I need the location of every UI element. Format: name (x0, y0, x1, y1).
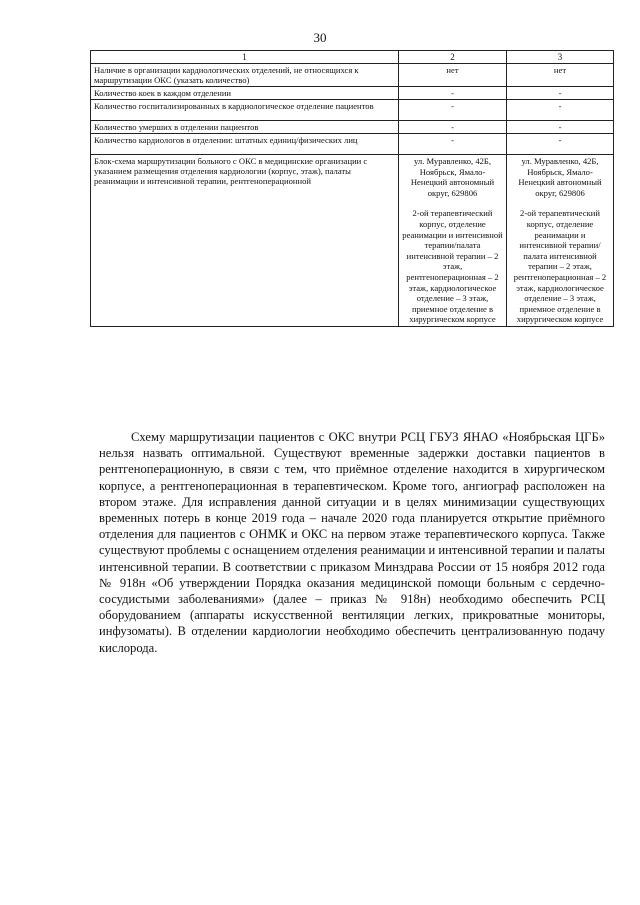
cell-value: - (399, 87, 507, 100)
row-label: Блок-схема маршрутизации больного с ОКС в медицинские организации с указанием размещения отделения кардиологии (корпус, этаж), палаты реанимации и интенсивной терапии, рентгеноперационной (91, 155, 399, 327)
body-text (99, 429, 605, 656)
address-text: ул. Муравленко, 42Б, Ноябрьск, Ямало-Ненецкий автономный округ, 629806 (410, 156, 495, 198)
cell-value: - (399, 100, 507, 121)
row-label: Наличие в организации кардиологических отделений, не относящихся к маршрутизации ОКС (указать количество) (91, 64, 399, 87)
cell-value: - (399, 134, 507, 155)
page-number: 30 (313, 30, 327, 45)
row-label: Количество госпитализированных в кардиологическое отделение пациентов (91, 100, 399, 121)
cell-value: - (507, 100, 614, 121)
row-label: Количество кардиологов в отделении: штатных единиц/физических лиц (91, 134, 399, 155)
cell-value (399, 155, 507, 327)
cell-value: нет (399, 64, 507, 87)
table-header-row (91, 51, 614, 64)
column-header: 1 (91, 51, 399, 64)
table-row (91, 134, 614, 155)
paragraph: Схему маршрутизации пациентов с ОКС внутри РСЦ ГБУЗ ЯНАО «Ноябрьская ЦГБ» нельзя назвать оптимальной. Существуют временные задержки доставки пациентов в рентгеноперационную, в связи с тем, что приёмное отделение находится в хирургическом корпусе, а рентгеноперационная в терапевтическом. Кроме того, ангиограф расположен на втором этаже. Для исправления данной ситуации и в целях минимизации существующих временных потерь в конце 2019 года – начале 2020 года планируется открытие приёмного отделения для пациентов с ОНМК и ОКС на первом этаже терапевтического корпуса. Также существуют проблемы с оснащением отделения реанимации и интенсивной терапии и палаты интенсивной терапии. В соответствии с приказом Минздрава России от 15 ноября 2012 года № 918н «Об утверждении Порядка оказания медицинской помощи больным с сердечно-сосудистыми заболеваниями» (далее – приказ № 918н) необходимо обеспечить РСЦ оборудованием (аппараты искусственной вентиляции легких, прикроватные мониторы, инфузоматы). В отделении кардиологии необходимо обеспечить централизованную подачу кислорода. (99, 430, 605, 655)
column-header: 2 (399, 51, 507, 64)
column-header: 3 (507, 51, 614, 64)
data-table (90, 50, 614, 327)
row-label: Количество коек в каждом отделении (91, 87, 399, 100)
table-row (91, 100, 614, 121)
cell-value: - (507, 121, 614, 134)
cell-value: - (507, 87, 614, 100)
cell-value: нет (507, 64, 614, 87)
table-row (91, 155, 614, 327)
cell-value: - (507, 134, 614, 155)
location-details: 2-ой терапевтический корпус, отделение реанимации и интенсивной терапии/палата интенсивной терапии – 2 этаж, рентгеноперационная – 2 этаж, кардиологическое отделение – 3 этаж, приемное отделение в хирургическом корпусе (402, 208, 503, 325)
table-row (91, 121, 614, 134)
table-row (91, 64, 614, 87)
row-label: Количество умерших в отделении пациентов (91, 121, 399, 134)
table-row (91, 87, 614, 100)
cell-value (507, 155, 614, 327)
location-details: 2-ой терапевтический корпус, отделение реанимации и интенсивной терапии/палата интенсивной терапии – 2 этаж, рентгеноперационная – 2 этаж, кардиологическое отделение – 3 этаж, приемное отделение в хирургическом корпусе (513, 208, 607, 325)
cell-value: - (399, 121, 507, 134)
address-text: ул. Муравленко, 42Б, Ноябрьск, Ямало-Ненецкий автономный округ, 629806 (518, 156, 602, 198)
